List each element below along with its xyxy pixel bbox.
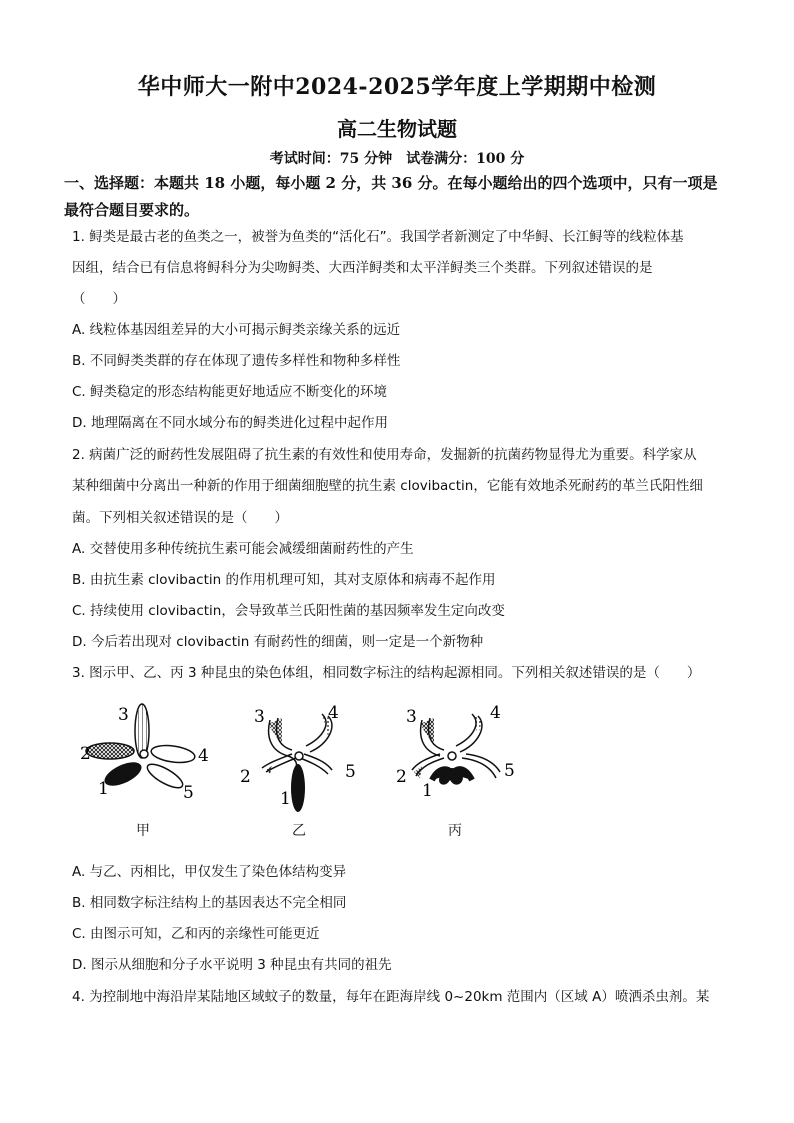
q3-stem: 3. 图示甲、乙、丙 3 种昆虫的染色体组，相同数字标注的结构起源相同。下列相关叙述错误的是（ ） xyxy=(72,665,701,681)
figure-label-yi: 乙 xyxy=(292,823,306,839)
jia-number-4: 4 xyxy=(198,746,209,766)
jia-number-3: 3 xyxy=(118,705,129,725)
karyotype-yi xyxy=(240,703,356,812)
bing-number-5: 5 xyxy=(504,761,515,781)
yi-number-3: 3 xyxy=(254,707,265,727)
karyotype-jia xyxy=(80,704,209,803)
figure-label-bing: 丙 xyxy=(448,823,462,839)
q1-option-b: B. 不同鲟类类群的存在体现了遗传多样性和物种多样性 xyxy=(72,353,401,369)
jia-number-2: 2 xyxy=(80,744,91,764)
yi-number-4: 4 xyxy=(328,703,339,723)
q1-option-c: C. 鲟类稳定的形态结构能更好地适应不断变化的环境 xyxy=(72,384,388,400)
q1-stem-line2: 因组，结合已有信息将鲟科分为尖吻鲟类、大西洋鲟类和太平洋鲟类三个类群。下列叙述错误的是 xyxy=(72,260,653,276)
q2-stem-line3: 菌。下列相关叙述错误的是（ ） xyxy=(72,510,288,526)
exam-title: 华中师大一附中2024-2025学年度上学期期中检测 xyxy=(137,74,657,100)
q3-option-d: D. 图示从细胞和分子水平说明 3 种昆虫有共同的祖先 xyxy=(72,957,392,973)
q1-stem-line3: （ ） xyxy=(72,291,126,307)
exam-info: 考试时间：75 分钟 试卷满分：100 分 xyxy=(269,151,525,167)
figure-label-jia: 甲 xyxy=(136,823,150,839)
q2-option-a: A. 交替使用多种传统抗生素可能会减缓细菌耐药性的产生 xyxy=(72,541,414,557)
q1-option-d: D. 地理隔离在不同水域分布的鲟类进化过程中起作用 xyxy=(72,415,388,431)
bing-number-2: 2 xyxy=(396,767,407,787)
yi-number-1: 1 xyxy=(280,789,291,809)
q2-option-b: B. 由抗生素 clovibactin 的作用机理可知，其对支原体和病毒不起作用 xyxy=(72,572,496,588)
q2-stem-line2: 某种细菌中分离出一种新的作用于细菌细胞壁的抗生素 clovibactin，它能有效地杀死耐药的革兰氏阳性细 xyxy=(72,478,703,494)
yi-number-2: 2 xyxy=(240,767,251,787)
q4-stem-line1: 4. 为控制地中海沿岸某陆地区域蚊子的数量，每年在距海岸线 0~20km 范围内（区域 A）喷洒杀虫剂。某 xyxy=(72,989,710,1005)
bing-number-1: 1 xyxy=(422,781,433,801)
bing-number-3: 3 xyxy=(406,707,417,727)
q3-option-b: B. 相同数字标注结构上的基因表达不完全相同 xyxy=(72,895,347,911)
bing-number-4: 4 xyxy=(490,703,501,723)
q1-stem-line1: 1. 鲟类是最古老的鱼类之一，被誉为鱼类的“活化石”。我国学者新测定了中华鲟、长江鲟等的线粒体基 xyxy=(72,229,684,245)
q3-option-a: A. 与乙、丙相比，甲仅发生了染色体结构变异 xyxy=(72,864,347,880)
jia-number-5: 5 xyxy=(183,783,194,803)
jia-number-1: 1 xyxy=(98,779,109,799)
yi-number-5: 5 xyxy=(345,762,356,782)
karyotype-bing xyxy=(396,703,515,801)
q1-option-a: A. 线粒体基因组差异的大小可揭示鲟类亲缘关系的远近 xyxy=(72,322,401,338)
section-heading: 一、选择题：本题共 18 小题，每小题 2 分，共 36 分。在每小题给出的四个选项中，只有一项是最符合题目要求的。 xyxy=(64,174,718,219)
exam-subtitle: 高二生物试题 xyxy=(337,117,457,141)
q2-stem-line1: 2. 病菌广泛的耐药性发展阻碍了抗生素的有效性和使用寿命，发掘新的抗菌药物显得尤为重要。科学家从 xyxy=(72,447,697,463)
q2-option-d: D. 今后若出现对 clovibactin 有耐药性的细菌，则一定是一个新物种 xyxy=(72,634,484,650)
q2-option-c: C. 持续使用 clovibactin，会导致革兰氏阳性菌的基因频率发生定向改变 xyxy=(72,603,505,619)
q3-option-c: C. 由图示可知，乙和丙的亲缘性可能更近 xyxy=(72,926,320,942)
